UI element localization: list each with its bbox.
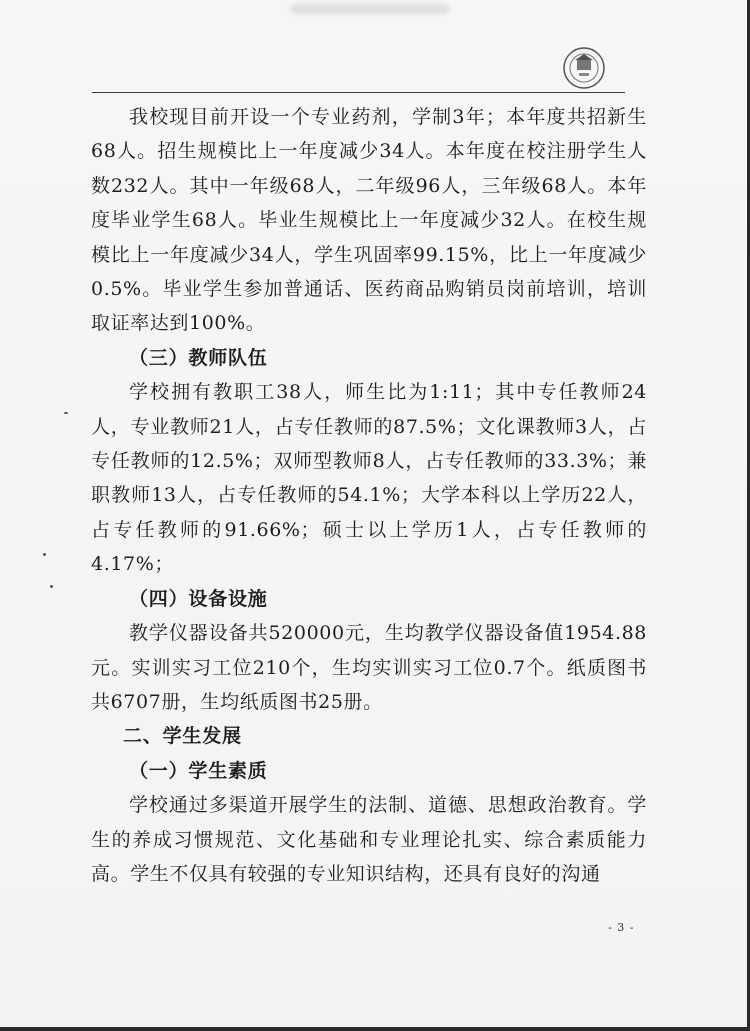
paragraph-teachers: 学校拥有教职工38人，师生比为1:11；其中专任教师24人，专业教师21人，占专任教师的87.5%；文化课教师3人，占专任教师的12.5%；双师型教师8人，占专任教师的33.3%；兼职教师13人，占专任教师的54.1%；大学本科以上学历22人，占专任教师的91.66%；硕士以上学历1人，占专任教师的4.17%； [91,381,647,576]
scan-speck [50,585,53,588]
scan-speck [64,412,68,414]
heading-facilities: （四）设备设施 [129,587,268,610]
heading-student-development: 二、学生发展 [123,725,242,748]
paragraph-facilities: 教学仪器设备共520000元，生均教学仪器设备值1954.88元。实训实习工位210个，生均实训实习工位0.7个。纸质图书共6707册，生均纸质图书25册。 [91,622,647,713]
page-number: - 3 - [608,921,635,934]
heading-student-quality: （一）学生素质 [129,759,268,782]
document-body [91,100,647,891]
paragraph-student-quality: 学校通过多渠道开展学生的法制、道德、思想政治教育。学生的养成习惯规范、文化基础和专业理论扎实、综合素质能力高。学生不仅具有较强的专业知识结构，还具有良好的沟通 [91,794,647,885]
scan-smudge [290,4,450,14]
heading-teachers: （三）教师队伍 [129,346,268,369]
scan-edge-bottom [0,1027,750,1031]
header-rule [92,92,625,93]
scan-speck [43,553,46,556]
school-seal-logo-icon [562,46,606,90]
paragraph-enrollment: 我校现目前开设一个专业药剂，学制3年；本年度共招新生68人。招生规模比上一年度减少34人。本年度在校注册学生人数232人。其中一年级68人，二年级96人，三年级68人。本年度毕业学生68人。毕业生规模比上一年度减少32人。在校生规模比上一年度减少34人，学生巩固率99.15%，比上一年度减少0.5%。毕业学生参加普通话、医药商品购销员岗前培训，培训取证率达到100%。 [91,106,647,335]
